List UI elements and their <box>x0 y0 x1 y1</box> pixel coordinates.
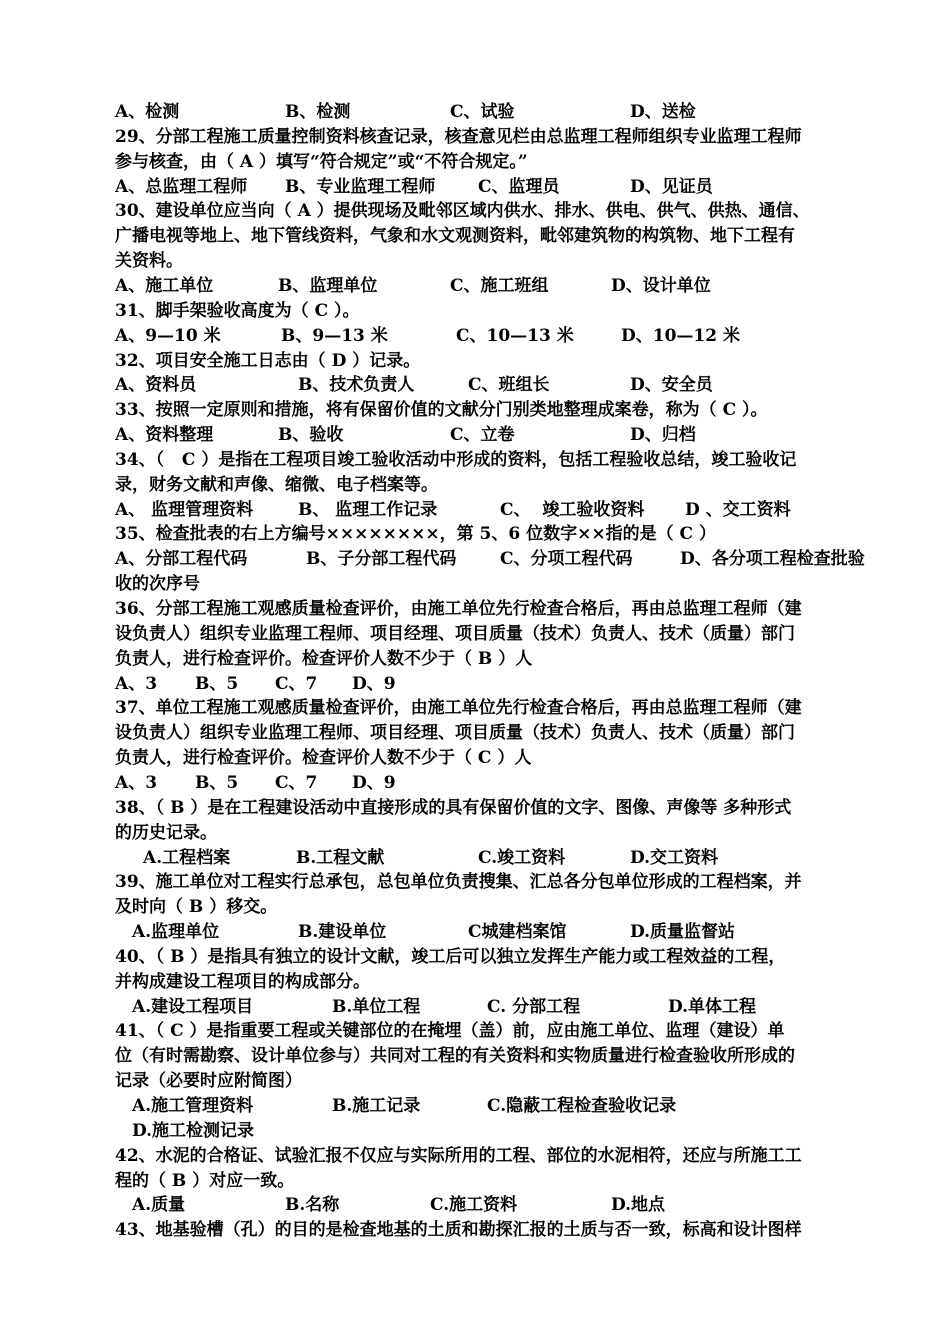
question-text-line: 参与核查，由（ A ）填写“符合规定”或“不符合规定。” <box>115 152 528 172</box>
answer-option: B、5 <box>195 773 239 793</box>
answer-option: A、9—10 米 <box>115 326 221 346</box>
question-text-line: 记录（必要时应附简图） <box>115 1071 302 1091</box>
answer-option: D、送检 <box>630 102 696 122</box>
question-text-line: 程的（ B ）对应一致。 <box>115 1171 295 1191</box>
answer-option: A.质量 <box>132 1195 186 1215</box>
answer-option: C、施工班组 <box>450 276 549 296</box>
question-text-line: 录，财务文献和声像、缩微、电子档案等。 <box>115 475 438 495</box>
question-text-line: 关资料。 <box>115 251 183 271</box>
answer-option: B.单位工程 <box>332 997 421 1017</box>
answer-option: C、10—13 米 <box>456 326 574 346</box>
answer-option: C、班组长 <box>468 375 550 395</box>
answer-option: D.单体工程 <box>668 997 757 1017</box>
question-text-line: 30、建设单位应当向（ A ）提供现场及毗邻区域内供水、排水、供电、供气、供热、通信、 <box>115 201 810 221</box>
answer-option: C.竣工资料 <box>478 848 566 868</box>
answer-option: A、资料整理 <box>115 425 214 445</box>
question-text-line: 34、（ C ）是指在工程项目竣工验收活动中形成的资料，包括工程验收总结，竣工验收记 <box>115 450 797 470</box>
question-text-line: 29、分部工程施工质量控制资料核查记录，核查意见栏由总监理工程师组织专业监理工程师 <box>115 127 802 147</box>
question-text-line: 的历史记录。 <box>115 823 217 843</box>
question-text-line: 36、分部工程施工观感质量检查评价，由施工单位先行检查合格后，再由总监理工程师（建 <box>115 599 802 619</box>
answer-option: A.建设工程项目 <box>132 997 254 1017</box>
answer-option: A、总监理工程师 <box>115 177 248 197</box>
answer-option: C、7 <box>275 674 318 694</box>
question-text-line: 39、施工单位对工程实行总承包，总包单位负责搜集、汇总各分包单位形成的工程档案，并 <box>115 872 802 892</box>
question-text-line: 广播电视等地上、地下管线资料，气象和水文观测资料，毗邻建筑物的构筑物、地下工程有 <box>115 226 795 246</box>
question-text-line: 42、水泥的合格证、试验汇报不仅应与实际所用的工程、部位的水泥相符，还应与所施工工 <box>115 1146 802 1166</box>
answer-option: A、 监理管理资料 <box>115 500 254 520</box>
answer-option: A、施工单位 <box>115 276 214 296</box>
answer-option: A、3 <box>115 674 158 694</box>
answer-option: B、5 <box>195 674 239 694</box>
answer-option: C. 分部工程 <box>487 997 581 1017</box>
answer-option: A、资料员 <box>115 375 197 395</box>
answer-option: A.工程档案 <box>143 848 231 868</box>
answer-option: D.施工检测记录 <box>132 1121 255 1141</box>
answer-option: B、子分部工程代码 <box>306 549 457 569</box>
answer-option: D、归档 <box>630 425 696 445</box>
answer-option: B.建设单位 <box>298 922 387 942</box>
answer-option: B、 监理工作记录 <box>298 500 438 520</box>
answer-option: D、10—12 米 <box>621 326 740 346</box>
question-text-line: 32、项目安全施工日志由（ D ）记录。 <box>115 351 421 371</box>
question-text-line: 设负责人）组织专业监理工程师、项目经理、项目质量（技术）负责人、技术（质量）部门 <box>115 624 795 644</box>
question-text-line: 收的次序号 <box>115 574 200 594</box>
answer-option: B、技术负责人 <box>298 375 415 395</box>
question-text-line: 位（有时需勘察、设计单位参与）共同对工程的有关资料和实物质量进行检查验收所形成的 <box>115 1046 795 1066</box>
question-text-line: 43、地基验槽（孔）的目的是检查地基的土质和勘探汇报的土质与否一致，标高和设计图样 <box>115 1220 802 1240</box>
answer-option: B、9—13 米 <box>281 326 388 346</box>
question-text-line: 33、按照一定原则和措施，将有保留价值的文献分门别类地整理成案卷，称为（ C ）。 <box>115 400 768 420</box>
question-text-line: 41、（ C ）是指重要工程或关键部位的在掩埋（盖）前，应由施工单位、监理（建设）单 <box>115 1021 785 1041</box>
answer-option: D 、交工资料 <box>685 500 791 520</box>
question-text-line: 38、（ B ）是在工程建设活动中直接形成的具有保留价值的文字、图像、声像等 多种形式 <box>115 798 792 818</box>
question-text-line: 并构成建设工程项目的构成部分。 <box>115 972 370 992</box>
answer-option: B.名称 <box>285 1195 340 1215</box>
answer-option: D.质量监督站 <box>630 922 736 942</box>
answer-option: C、监理员 <box>478 177 560 197</box>
answer-option: C.隐蔽工程检查验收记录 <box>487 1096 677 1116</box>
answer-option: A、检测 <box>115 102 180 122</box>
answer-option: C、立卷 <box>450 425 515 445</box>
answer-option: A、3 <box>115 773 158 793</box>
question-text-line: 40、（ B ）是指具有独立的设计文献，竣工后可以独立发挥生产能力或工程效益的工程， <box>115 947 786 967</box>
answer-option: D、见证员 <box>630 177 713 197</box>
answer-option: D、9 <box>352 773 396 793</box>
answer-option: C、7 <box>275 773 318 793</box>
answer-option: C、试验 <box>450 102 515 122</box>
answer-option: D.交工资料 <box>630 848 719 868</box>
question-text-line: 31、脚手架验收高度为（ C ）。 <box>115 301 360 321</box>
answer-option: C、分项工程代码 <box>500 549 633 569</box>
answer-option: B.施工记录 <box>332 1096 421 1116</box>
answer-option: A.施工管理资料 <box>132 1096 254 1116</box>
answer-option: C、 竣工验收资料 <box>500 500 645 520</box>
answer-option: C.施工资料 <box>430 1195 518 1215</box>
question-text-line: 37、单位工程施工观感质量检查评价，由施工单位先行检查合格后，再由总监理工程师（建 <box>115 698 802 718</box>
answer-option: D、设计单位 <box>611 276 711 296</box>
answer-option: D、安全员 <box>630 375 713 395</box>
answer-option: B、专业监理工程师 <box>285 177 436 197</box>
answer-option: B、验收 <box>278 425 344 445</box>
answer-option: B、监理单位 <box>278 276 378 296</box>
answer-option: D、各分项工程检查批验 <box>680 549 865 569</box>
question-text-line: 负责人，进行检查评价。检查评价人数不少于（ C ）人 <box>115 748 532 768</box>
answer-option: B、检测 <box>285 102 351 122</box>
answer-option: D.地点 <box>611 1195 666 1215</box>
question-text-line: 负责人，进行检查评价。检查评价人数不少于（ B ）人 <box>115 649 533 669</box>
answer-option: C城建档案馆 <box>468 922 567 942</box>
answer-option: A.监理单位 <box>132 922 220 942</box>
question-text-line: 设负责人）组织专业监理工程师、项目经理、项目质量（技术）负责人、技术（质量）部门 <box>115 723 795 743</box>
question-text-line: 35、检查批表的右上方编号××××××××，第 5、6 位数字××指的是（ C ） <box>115 524 716 544</box>
answer-option: B.工程文献 <box>296 848 385 868</box>
answer-option: D、9 <box>352 674 396 694</box>
answer-option: A、分部工程代码 <box>115 549 248 569</box>
question-text-line: 及时向（ B ）移交。 <box>115 897 278 917</box>
